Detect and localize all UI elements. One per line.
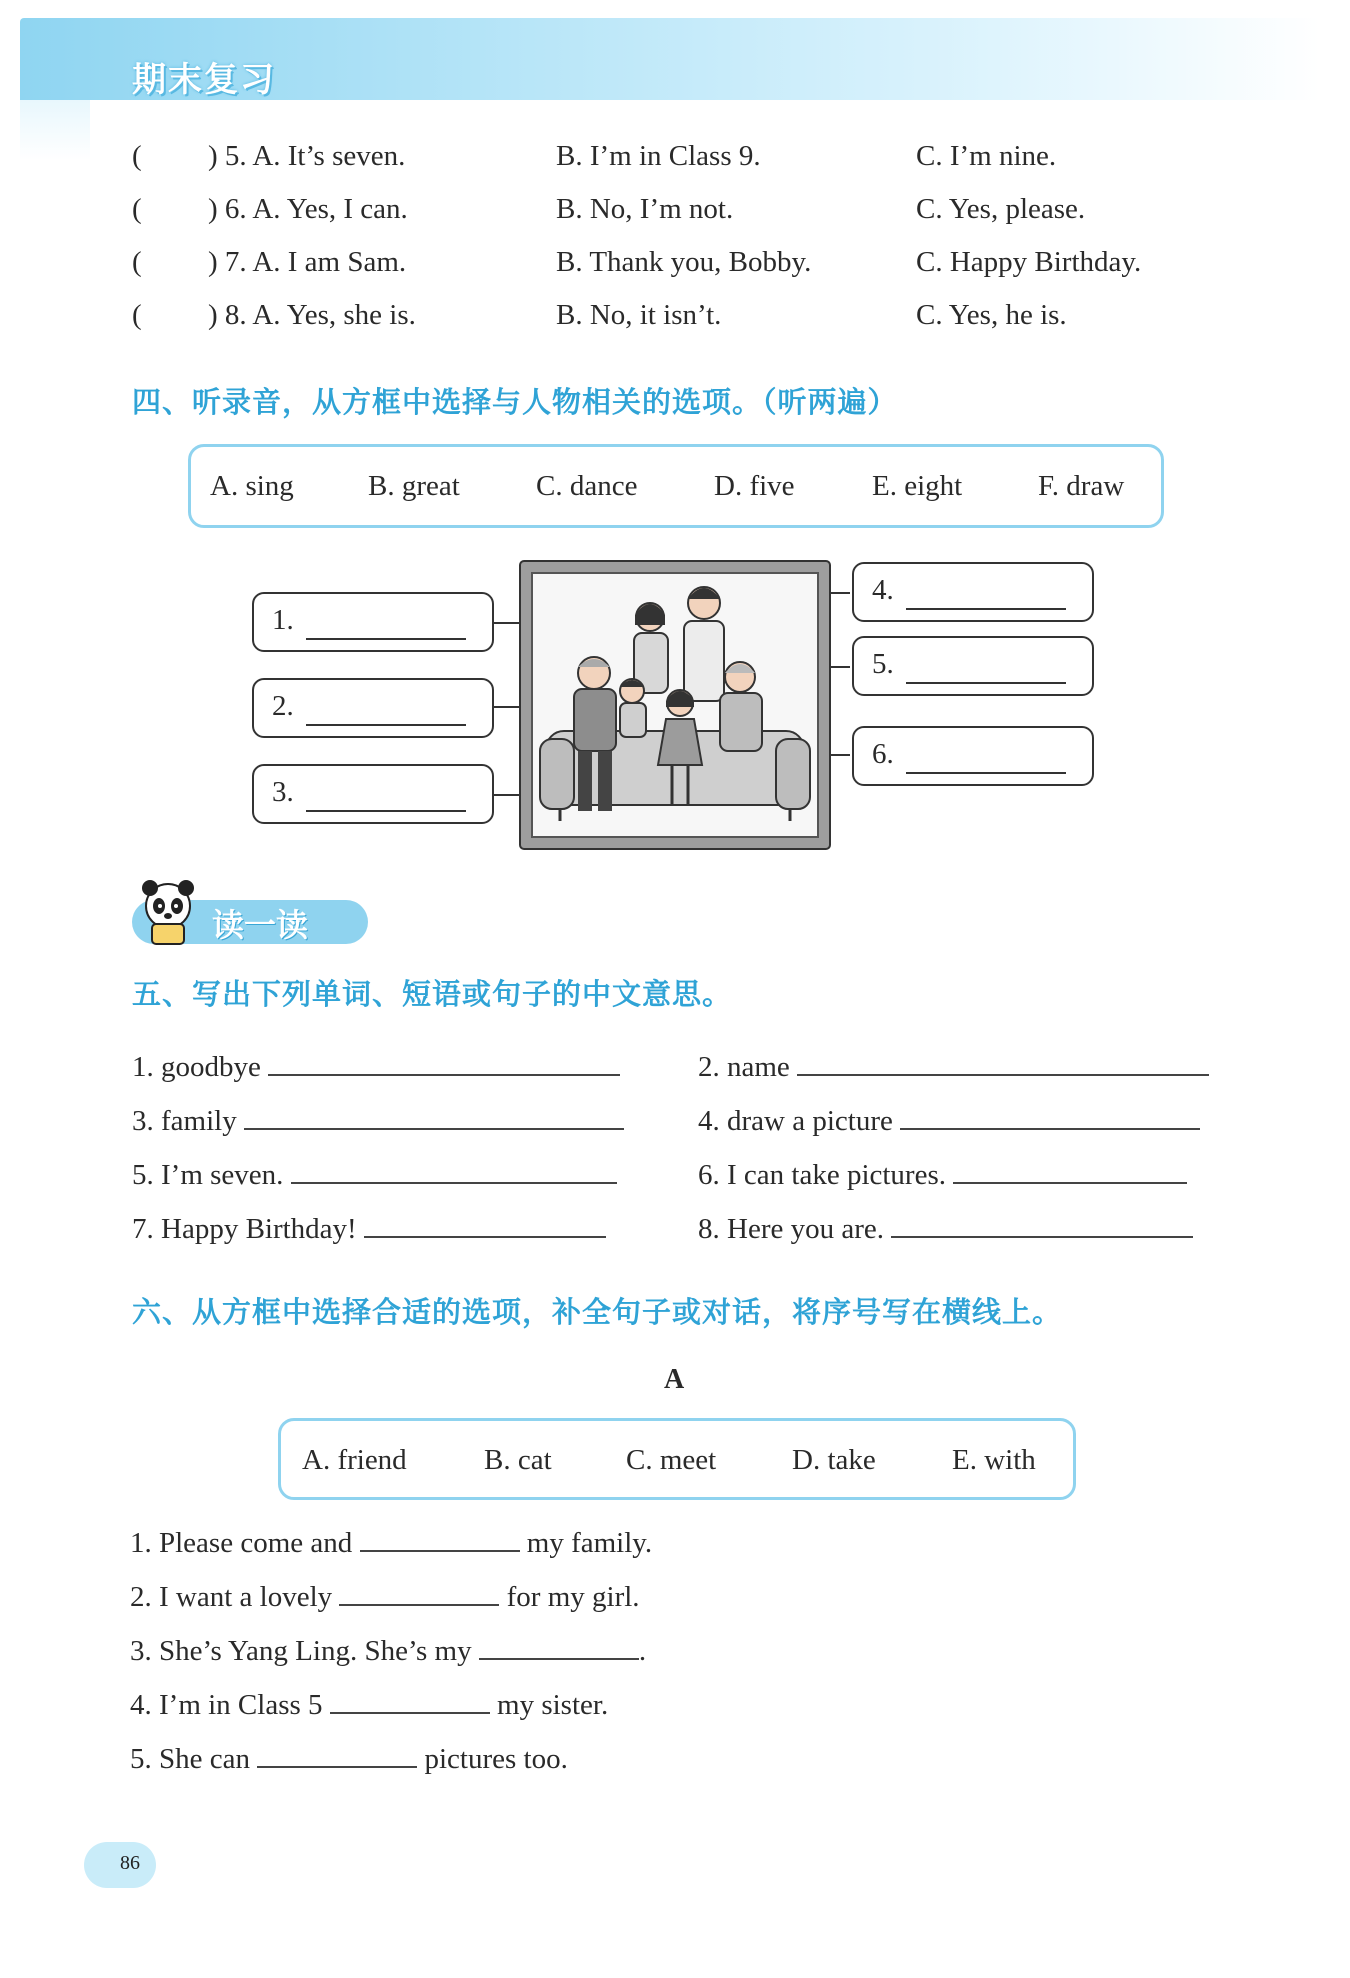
vocab-item: 3. family — [132, 1100, 624, 1138]
option-c: C. Yes, he is. — [916, 299, 1067, 331]
section6-option: C. meet — [626, 1444, 717, 1476]
answer-blank[interactable] — [479, 1630, 639, 1660]
question-row: ( — [132, 140, 142, 172]
answer-blank[interactable] — [339, 1576, 499, 1606]
answer-blank[interactable] — [900, 1100, 1200, 1130]
vocab-item: 5. I’m seven. — [132, 1154, 617, 1192]
answer-box-1[interactable]: 1. — [252, 592, 494, 652]
answer-blank[interactable] — [906, 682, 1066, 684]
fill-sentence: 3. She’s Yang Ling. She’s my . — [130, 1630, 646, 1668]
section6-option: B. cat — [484, 1444, 552, 1476]
section4-title: 四、听录音，从方框中选择与人物相关的选项。（听两遍） — [132, 385, 898, 419]
answer-box-6[interactable]: 6. — [852, 726, 1094, 786]
read-banner-label: 读一读 — [212, 906, 309, 944]
answer-blank[interactable] — [291, 1154, 617, 1184]
answer-box-5[interactable]: 5. — [852, 636, 1094, 696]
question-row-text: ) 5. A. It’s seven. — [208, 140, 406, 172]
vocab-item: 2. name — [698, 1046, 1209, 1084]
answer-blank[interactable] — [306, 638, 466, 640]
answer-blank[interactable] — [306, 724, 466, 726]
fill-sentence: 1. Please come and my family. — [130, 1522, 652, 1560]
option-c: C. I’m nine. — [916, 140, 1057, 172]
answer-box-2[interactable]: 2. — [252, 678, 494, 738]
vocab-item: 7. Happy Birthday! — [132, 1208, 606, 1246]
option-b: B. No, it isn’t. — [556, 299, 722, 331]
answer-blank[interactable] — [891, 1208, 1193, 1238]
answer-box-3[interactable]: 3. — [252, 764, 494, 824]
page-number: 86 — [120, 1852, 140, 1874]
section6-option: A. friend — [302, 1444, 407, 1476]
fill-sentence: 5. She can pictures too. — [130, 1738, 568, 1776]
question-row-text: ) 8. A. Yes, she is. — [208, 299, 416, 331]
question-row: ( — [132, 193, 142, 225]
section5-title: 五、写出下列单词、短语或句子的中文意思。 — [132, 977, 733, 1011]
option-c: C. Yes, please. — [916, 193, 1086, 225]
section4-option-box — [188, 444, 1164, 528]
question-row-text: ) 7. A. I am Sam. — [208, 246, 407, 278]
section6-option: E. with — [952, 1444, 1036, 1476]
answer-blank[interactable] — [953, 1154, 1187, 1184]
vocab-item: 6. I can take pictures. — [698, 1154, 1187, 1192]
answer-blank[interactable] — [306, 810, 466, 812]
vocab-item: 1. goodbye — [132, 1046, 620, 1084]
question-row: ( — [132, 246, 142, 278]
answer-blank[interactable] — [797, 1046, 1209, 1076]
vocab-item: 8. Here you are. — [698, 1208, 1193, 1246]
section4-option: F. draw — [1038, 470, 1125, 502]
vocab-item: 4. draw a picture — [698, 1100, 1200, 1138]
answer-blank[interactable] — [268, 1046, 620, 1076]
fill-sentence: 2. I want a lovely for my girl. — [130, 1576, 640, 1614]
header-title: 期末复习 — [132, 60, 276, 100]
part-label: A — [664, 1364, 685, 1395]
question-row-text: ) 6. A. Yes, I can. — [208, 193, 408, 225]
section4-option: E. eight — [872, 470, 963, 502]
option-b: B. No, I’m not. — [556, 193, 734, 225]
section6-title: 六、从方框中选择合适的选项，补全句子或对话，将序号写在横线上。 — [132, 1295, 1063, 1329]
answer-blank[interactable] — [364, 1208, 606, 1238]
fill-sentence: 4. I’m in Class 5 my sister. — [130, 1684, 608, 1722]
section6-option: D. take — [792, 1444, 876, 1476]
answer-blank[interactable] — [257, 1738, 417, 1768]
section4-option: A. sing — [210, 470, 294, 502]
section4-option: C. dance — [536, 470, 638, 502]
panda-icon — [138, 880, 198, 946]
answer-blank[interactable] — [330, 1684, 490, 1714]
option-c: C. Happy Birthday. — [916, 246, 1142, 278]
answer-box-4[interactable]: 4. — [852, 562, 1094, 622]
answer-blank[interactable] — [906, 772, 1066, 774]
section4-option: D. five — [714, 470, 795, 502]
section4-option: B. great — [368, 470, 460, 502]
question-row: ( — [132, 299, 142, 331]
option-b: B. I’m in Class 9. — [556, 140, 761, 172]
option-b: B. Thank you, Bobby. — [556, 246, 812, 278]
answer-blank[interactable] — [906, 608, 1066, 610]
answer-blank[interactable] — [244, 1100, 624, 1130]
answer-blank[interactable] — [360, 1522, 520, 1552]
